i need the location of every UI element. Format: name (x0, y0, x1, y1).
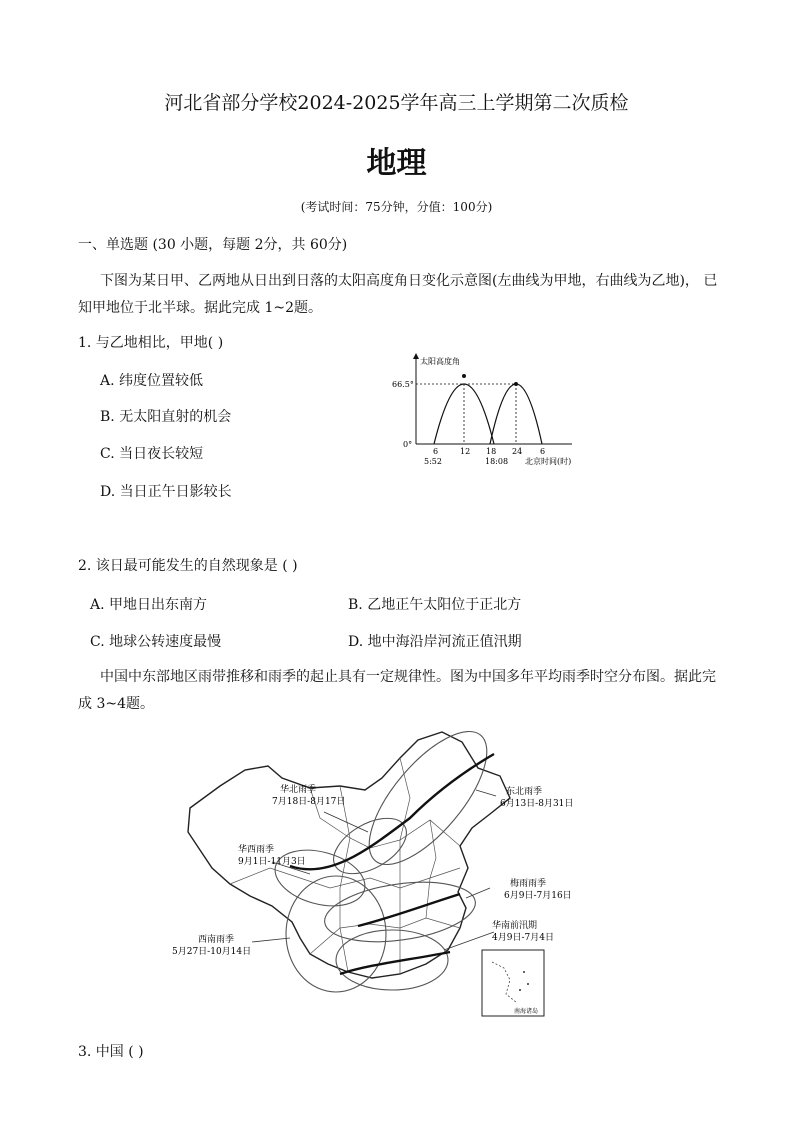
label-meiyu-date: 6月9日-7月16日 (504, 891, 572, 901)
exam-title: 河北省部分学校2024-2025学年高三上学期第二次质检 (164, 92, 629, 114)
question-3-stem: 3. 中国 ( ) (78, 1044, 144, 1060)
label-west-date: 9月1日-11月3日 (238, 857, 306, 867)
intro-paragraph-2: 中国中东部地区雨带推移和雨季的起止具有一定规律性。图为中国多年平均雨季时空分布图。据此完成 3~4题。 (78, 669, 716, 712)
label-southwest-name: 西南雨季 (198, 935, 235, 945)
question-1-option-c: C. 当日夜长较短 (100, 446, 204, 462)
intro-paragraph-1: 下图为某日甲、乙两地从日出到日落的太阳高度角日变化示意图(左曲线为甲地，右曲线为乙地)， 已知甲地位于北半球。据此完成 1~2题。 (78, 273, 718, 316)
y-tick-0: 0° (403, 440, 413, 449)
china-rain-season-map (160, 728, 580, 1024)
question-1-option-b: B. 无太阳直射的机会 (100, 409, 232, 425)
peak-jia (462, 374, 466, 378)
label-southwest-date: 5月27日-10月14日 (172, 947, 252, 957)
label-north-date: 7月18日-8月17日 (272, 797, 346, 807)
question-2-option-c: C. 地球公转速度最慢 (90, 634, 222, 650)
y-axis-title: 太阳高度角 (420, 357, 460, 366)
label-meiyu-name: 梅雨雨季 (510, 879, 547, 889)
x-sub-sunset: 18:08 (485, 457, 509, 466)
island-dot (523, 971, 525, 973)
question-1-stem: 1. 与乙地相比，甲地( ) (78, 335, 224, 351)
island-dot (519, 989, 521, 991)
x-tick-6: 6 (433, 447, 439, 456)
x-axis-title: 北京时间(时) (525, 457, 572, 466)
island-dot (527, 983, 529, 985)
x-tick-18: 18 (486, 447, 497, 456)
label-north-name: 华北雨季 (280, 785, 317, 795)
label-south-name: 华南前汛期 (492, 921, 538, 931)
section-heading: 一、单选题 (30 小题，每题 2分，共 60分) (78, 237, 348, 253)
question-2-option-d: D. 地中海沿岸河流正值汛期 (348, 634, 522, 650)
x-tick-6-next: 6 (540, 447, 546, 456)
label-south-date: 4月9日-7月4日 (492, 933, 554, 943)
subject-title: 地理 (366, 146, 427, 181)
question-2-stem: 2. 该日最可能发生的自然现象是 ( ) (78, 558, 298, 574)
question-1-option-a: A. 纬度位置较低 (100, 373, 204, 389)
leader-line-southwest (252, 938, 290, 942)
label-west-name: 华西雨季 (238, 845, 275, 855)
peak-yi (514, 382, 518, 386)
x-tick-12: 12 (460, 447, 471, 456)
question-2-option-a: A. 甲地日出东南方 (90, 597, 208, 613)
inset-label: 南海诸岛 (514, 1008, 539, 1015)
question-2-option-b: B. 乙地正午太阳位于正北方 (348, 597, 522, 613)
x-tick-24: 24 (512, 447, 523, 456)
sun-altitude-chart (372, 352, 592, 472)
south-china-sea-inset (482, 950, 544, 1016)
y-tick-66-5: 66.5° (392, 380, 414, 389)
label-northeast-name: 东北雨季 (506, 787, 543, 797)
exam-info: (考试时间：75分钟，分值：100分) (300, 200, 493, 214)
label-northeast-date: 6月13日-8月31日 (500, 799, 574, 809)
x-sub-sunrise: 5:52 (424, 457, 442, 466)
question-1-option-d: D. 当日正午日影较长 (100, 484, 232, 500)
